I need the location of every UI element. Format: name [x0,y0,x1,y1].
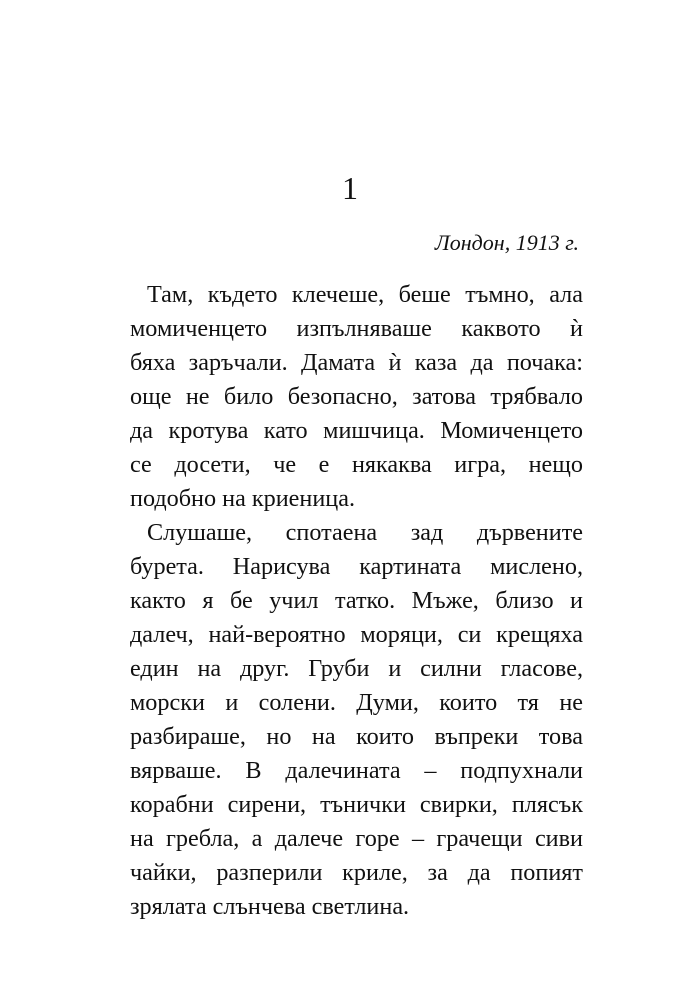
paragraph-1 [130,278,583,516]
text-line: един на друг. Груби и силни гласове, [130,655,583,682]
text-line: да кротува като мишчица. Момиченцето [130,417,583,444]
text-line: разбираше, но на които въпреки това [130,723,583,750]
text-line: момиченцето изпълняваше каквото ѝ [130,315,583,342]
text-line: морски и солени. Думи, които тя не [130,689,583,716]
text-line: се досети, че е някаква игра, нещо [130,451,583,478]
chapter-place-date: Лондон, 1913 г. [434,230,579,255]
text-line: както я бе учил татко. Мъже, близо и [130,587,583,614]
text-line: бяха заръчали. Дамата ѝ каза да почака: [130,349,583,376]
paragraph-2 [130,516,583,924]
text-line: Там, където клечеше, беше тъмно, ала [147,281,583,308]
text-line: Слушаше, спотаена зад дървените [147,519,583,546]
chapter-number: 1 [342,170,358,206]
text-line: бурета. Нарисува картината мислено, [130,553,583,580]
text-line: подобно на криеница. [130,485,355,512]
body-text [130,278,583,924]
text-line: вярваше. В далечината – подпухнали [130,757,583,784]
text-line: далеч, най-вероятно моряци, си крещяха [130,621,583,648]
text-line: чайки, разперили криле, за да попият [130,859,583,886]
text-line: зрялата слънчева светлина. [130,893,410,920]
text-line: на гребла, а далече горе – грачещи сиви [130,825,583,852]
text-line: още не било безопасно, затова трябвало [130,383,583,410]
text-line: корабни сирени, тънички свирки, плясък [130,791,583,818]
